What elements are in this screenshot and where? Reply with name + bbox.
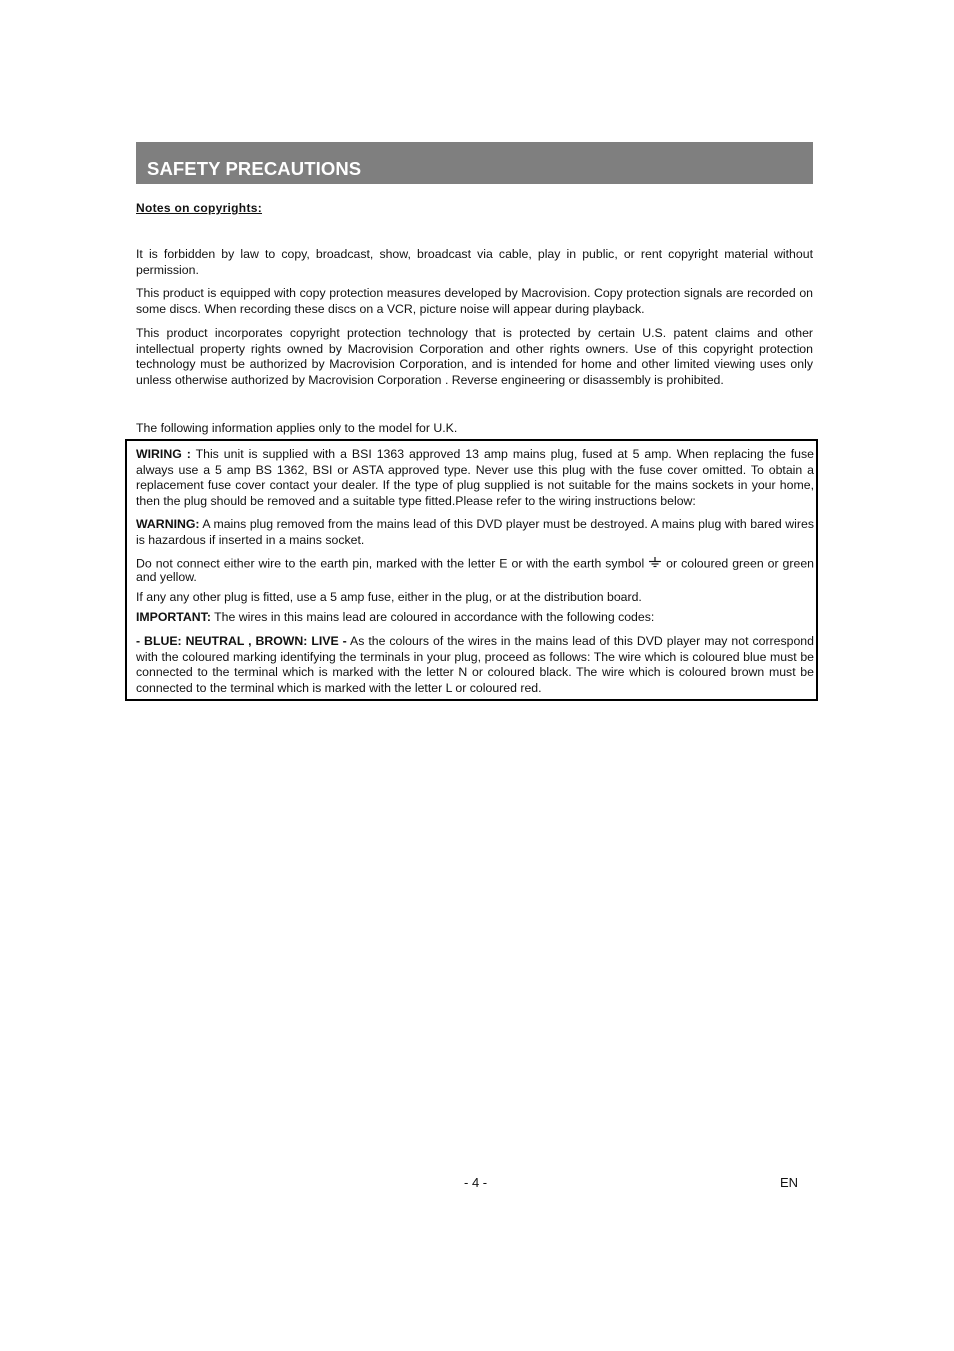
earth-text-before: Do not connect either wire to the earth pin, marked with the letter E or with the earth symbol [136,556,649,571]
copyright-paragraph-3: This product incorporates copyright protection technology that is protected by certain U.S. patent claims and other intellectual property rights owned by Macrovision Corporation and other rights owners. Use of this copyright protection technology must be authorized by Macrovision Corporation, and is intended for home and other limited viewing uses only unless otherwise authorized by Macrovision Corporation . Reverse engineering or disassembly is prohibited. [136,326,813,387]
codes-label: - BLUE: NEUTRAL , BROWN: LIVE - [136,634,347,648]
codes-text: As the colours of the wires in the mains lead of this DVD player may not correspond with the coloured marking identifying the terminals in your plug, proceed as follows: The wire which is coloured blue must be connected to the terminal which is marked with the letter N or coloured black. The wire which is coloured brown must be connected to the terminal which is marked with the letter L or coloured red. [136,634,814,695]
warning-text: A mains plug removed from the mains lead of this DVD player must be destroyed. A mains plug with bared wires is hazardous if inserted in a mains socket. [136,517,814,547]
section-header-bar [136,142,813,184]
wiring-paragraph [136,447,814,509]
page-title: SAFETY PRECAUTIONS [147,158,362,179]
wiring-label: WIRING : [136,447,191,461]
uk-wiring-box [125,439,818,701]
page-number: - 4 - [464,1175,488,1190]
language-code: EN [780,1175,799,1190]
uk-model-note: The following information applies only to the model for U.K. [136,421,458,435]
wiring-text: This unit is supplied with a BSI 1363 approved 13 amp mains plug, fused at 5 amp. When replacing the fuse always use a 5 amp BS 1362, BSI or ASTA approved type. Never use this plug with the fuse cover omitted. To obtain a replacement fuse cover contact your dealer. If the type of plug supplied is not suitable for the mains sockets in your home, then the plug should be removed and a suitable type fitted.Please refer to the wiring instructions below: [136,447,814,508]
copyright-paragraph-1: It is forbidden by law to copy, broadcast, show, broadcast via cable, play in public, or rent copyright material without permission. [136,247,813,277]
important-paragraph [136,610,814,626]
codes-paragraph [136,634,814,696]
copyright-paragraph-2: This product is equipped with copy protection measures developed by Macrovision. Copy protection signals are recorded on some discs. When recording these discs on a VCR, picture noise will appear during playback. [136,286,813,316]
earth-text-after: or coloured green or green and yellow. [136,556,814,584]
warning-label: WARNING: [136,517,200,531]
important-label: IMPORTANT: [136,610,211,624]
important-text: The wires in this mains lead are coloured in accordance with the following codes: [210,610,655,624]
earth-paragraph [136,557,814,584]
warning-paragraph [136,517,814,548]
earth-symbol-icon [648,557,662,571]
other-plug-paragraph: If any any other plug is fitted, use a 5 amp fuse, either in the plug, or at the distribution board. [136,590,642,604]
copyrights-heading: Notes on copyrights: [136,201,263,215]
